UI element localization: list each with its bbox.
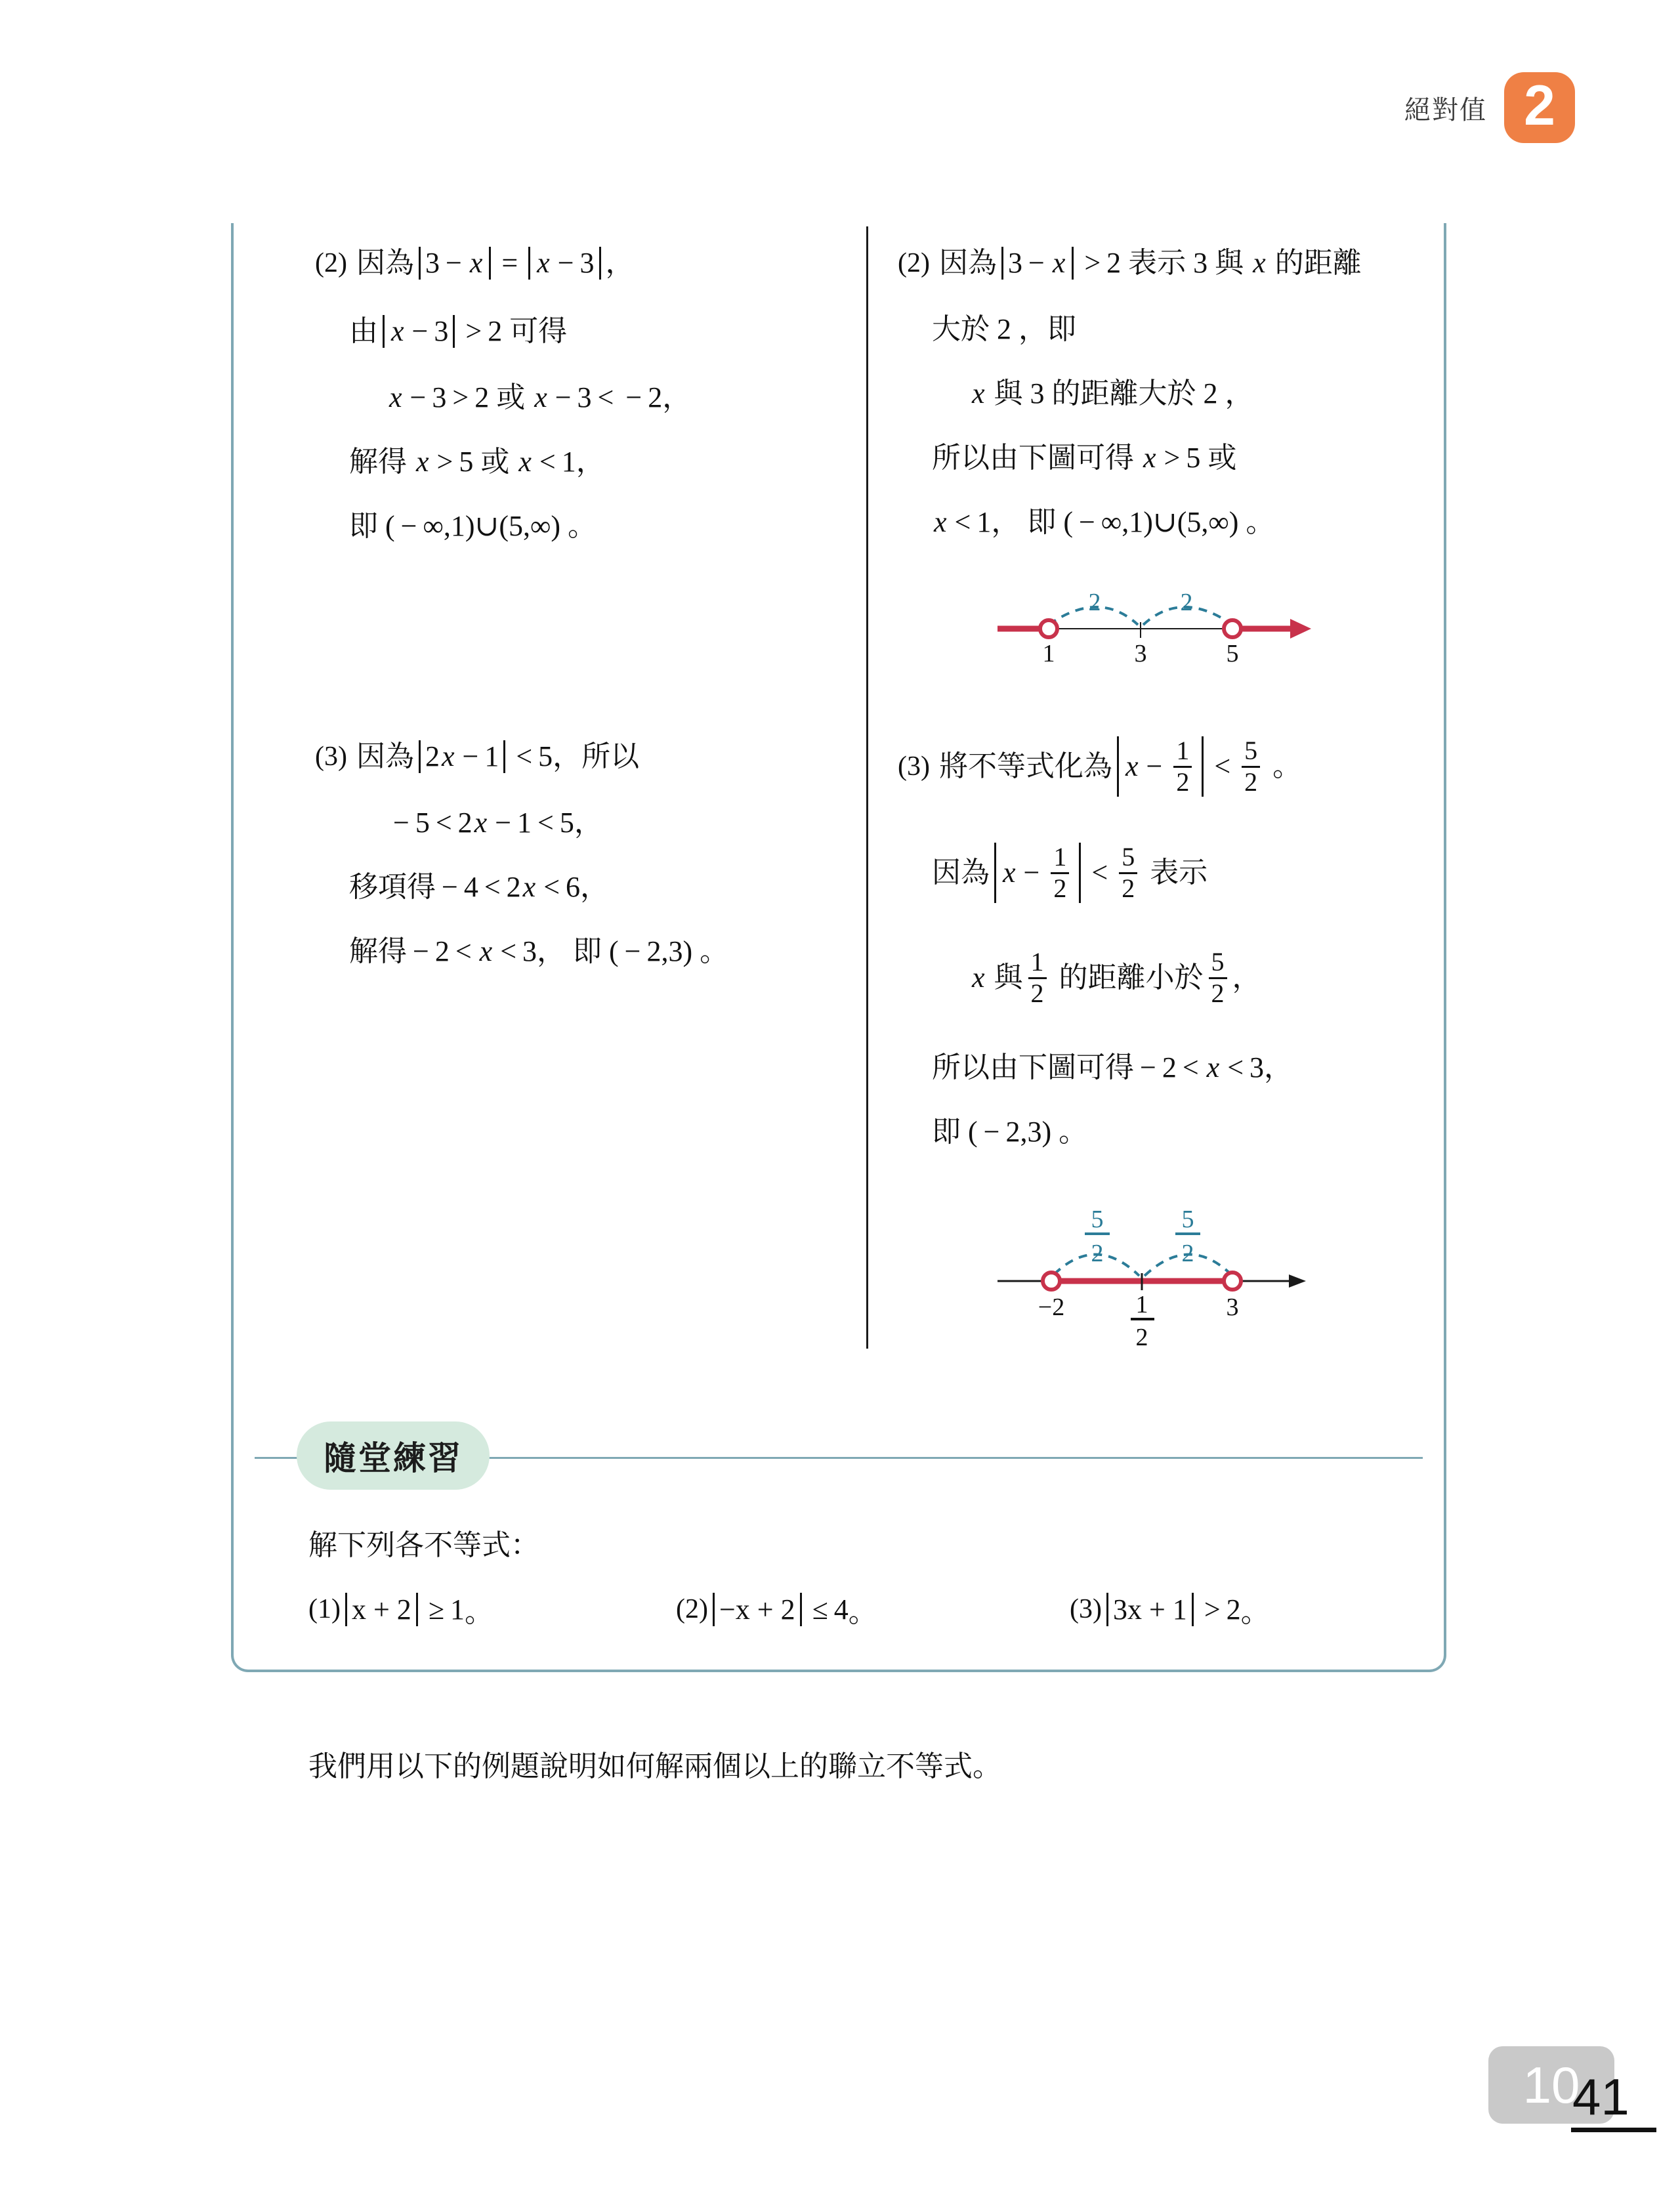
page-number-plate: 10: [1488, 2046, 1614, 2124]
static-text: 因為: [938, 247, 997, 279]
absolute-value-expr: x − $\frac{1}{2}$: [1112, 736, 1208, 797]
solution-column-right: [898, 247, 1416, 1182]
item-label: (3): [898, 751, 930, 782]
page-number-group: [1488, 2046, 1629, 2126]
static-text: 移項得: [349, 871, 436, 903]
practice-item-3: [1070, 1588, 1270, 1630]
svg-text:2: 2: [1091, 1240, 1104, 1267]
practice-section-label: 隨堂練習: [297, 1421, 490, 1490]
static-text: 或: [1200, 442, 1237, 474]
static-text: 所以由下圖可得: [932, 442, 1141, 474]
less-than-sign: <: [1091, 856, 1108, 889]
expression: −x + 2: [719, 1593, 795, 1626]
comma: ，: [662, 381, 692, 413]
full-stop: 。: [1240, 1596, 1270, 1628]
comma: ，: [605, 247, 635, 279]
item-label: (3): [1070, 1594, 1102, 1624]
expression: x + 2: [351, 1593, 411, 1626]
static-text: 因為: [932, 856, 990, 889]
less-than-sign: <: [1214, 750, 1231, 782]
static-text: 因為: [356, 740, 414, 772]
static-text: 或: [489, 381, 533, 413]
static-text: 可得: [502, 315, 568, 347]
static-text: 解得: [349, 446, 414, 478]
absolute-value-expr: x − 3: [524, 247, 605, 280]
page-number-folio: 41: [1572, 2068, 1629, 2126]
absolute-value-expr: 3 − x: [997, 247, 1078, 280]
full-stop: 。: [464, 1596, 494, 1628]
value: 2: [1226, 1593, 1241, 1626]
right-item2-line2: [898, 315, 1416, 344]
full-stop: 。: [1238, 506, 1275, 538]
closing-paragraph: 我們用以下的例題說明如何解兩個以上的聯立不等式。: [308, 1750, 1001, 1782]
comma: ，: [991, 506, 1020, 538]
value: 1: [450, 1593, 465, 1626]
absolute-value-expr: 3 − x: [414, 247, 495, 280]
full-stop: 。: [692, 935, 729, 967]
static-text: 與: [986, 961, 1023, 994]
greater-than-sign: >: [1084, 247, 1101, 279]
svg-text:−2: −2: [1038, 1294, 1065, 1321]
static-text: 與 3 的距離大於 2 ，: [986, 377, 1254, 410]
static-text: ，所以: [553, 740, 640, 772]
left-item2-line3: x − 3 > 2 或 x − 3 < − 2 ，: [389, 381, 692, 413]
static-text: 大於 2 ，即: [932, 313, 1076, 345]
comma: ，: [1264, 1051, 1293, 1083]
svg-text:2: 2: [1135, 1324, 1148, 1351]
comma: ，: [1232, 961, 1261, 994]
full-stop: 。: [560, 510, 597, 542]
right-item3-line1: [898, 736, 1416, 797]
right-item3-line3: x 與 $\frac{1}{2}$ 的距離小於 $\frac{5}{2}$ ，: [972, 947, 1261, 1008]
static-text: 解得: [349, 935, 407, 967]
static-text: 即: [1020, 506, 1064, 538]
comma: ，: [574, 807, 603, 839]
svg-text:2: 2: [1088, 589, 1101, 616]
fraction-five-halves: $\frac{5}{2}$: [1242, 738, 1260, 796]
page-header: [1404, 72, 1575, 143]
absolute-value-expr: [341, 1593, 423, 1626]
svg-text:3: 3: [1134, 640, 1147, 667]
left-item3-line2: − 5 < 2 x − 1 < 5 ，: [393, 807, 603, 839]
static-text: 的距離小於: [1051, 961, 1204, 994]
item-label: (2): [676, 1594, 708, 1624]
interval-notation: ( − 2,3): [968, 1115, 1052, 1148]
static-text: 的距離: [1267, 247, 1362, 279]
absolute-value-expr: [708, 1593, 807, 1626]
left-item3-line4: 解得 − 2 < x < 3 ， 即 ( − 2,3) 。: [349, 935, 729, 967]
static-text: 即: [932, 1115, 968, 1148]
relation-sign: ≤: [812, 1593, 828, 1626]
value: 4: [833, 1593, 849, 1626]
chapter-number-badge: 2: [1504, 72, 1575, 143]
equals-sign: =: [501, 247, 518, 279]
fraction-one-half: $\frac{1}{2}$: [1028, 949, 1047, 1007]
number-line-figure-1: [998, 584, 1312, 676]
interval-notation: ( − ∞,1)∪(5,∞): [1063, 506, 1239, 538]
svg-text:2: 2: [1181, 1240, 1194, 1267]
greater-than-sign: >: [465, 315, 482, 347]
absolute-value-expr: x − 3: [378, 315, 459, 348]
comma: ，: [537, 935, 566, 967]
svg-text:5: 5: [1181, 1206, 1194, 1233]
fraction-five-halves: $\frac{5}{2}$: [1119, 844, 1137, 902]
static-text: 由: [349, 315, 378, 347]
comma: ，: [576, 446, 605, 478]
static-text: 或: [473, 446, 517, 478]
interval-notation: ( − 2,3): [609, 935, 693, 967]
left-item2-line1: [315, 247, 840, 280]
item-label: (2): [898, 248, 930, 278]
practice-item-2: [676, 1588, 1070, 1630]
static-text: 所以由下圖可得: [932, 1051, 1134, 1083]
less-than-sign: <: [516, 740, 533, 772]
svg-text:2: 2: [1180, 589, 1193, 616]
fraction-one-half: $\frac{1}{2}$: [1051, 844, 1069, 902]
static-text: 將不等式化為: [938, 750, 1112, 782]
column-divider: [866, 226, 868, 1349]
left-item2-line5: [315, 512, 840, 541]
relation-sign: >: [1204, 1593, 1221, 1626]
relation-sign: ≥: [428, 1593, 444, 1626]
svg-text:3: 3: [1226, 1294, 1239, 1321]
svg-text:5: 5: [1226, 640, 1239, 667]
section-title: 絕對值: [1404, 95, 1487, 125]
solution-column-left: [315, 247, 840, 1001]
interval-notation: ( − ∞,1)∪(5,∞): [385, 510, 561, 542]
full-stop: 。: [848, 1596, 877, 1628]
right-item3-line4: 所以由下圖可得 − 2 < x < 3 ，: [932, 1051, 1293, 1083]
static-text: 表示 3 與: [1121, 247, 1251, 279]
item-label: (2): [315, 248, 347, 278]
static-text: 即: [566, 935, 610, 967]
absolute-value-expr: x − $\frac{1}{2}$: [990, 843, 1085, 903]
full-stop: 。: [1265, 750, 1302, 782]
left-item2-line4: 解得 x > 5 或 x < 1 ，: [349, 446, 605, 478]
static-text: 因為: [356, 247, 414, 279]
right-item3-line2: [898, 843, 1416, 903]
static-text: 表示: [1143, 856, 1208, 889]
practice-instruction: 解下列各不等式：: [308, 1529, 539, 1561]
svg-text:5: 5: [1091, 1206, 1104, 1233]
number-line-figure-2: [998, 1201, 1312, 1352]
static-text: 即: [349, 510, 385, 542]
absolute-value-expr: 2 x − 1: [414, 740, 510, 773]
right-item2-line3: x 與 3 的距離大於 2 ，: [972, 377, 1254, 410]
fraction-one-half: $\frac{1}{2}$: [1173, 738, 1192, 796]
practice-exercise-row: [308, 1588, 1385, 1630]
right-item2-line4: 所以由下圖可得 x > 5 或: [932, 442, 1237, 474]
left-item2-line2: 由 x − 3 > 2 可得: [349, 315, 568, 347]
right-item2-line1: (2) 因為 3 − x > 2 表示 3 與 x 的距離: [898, 247, 1362, 279]
left-item3-line3: 移項得 − 4 < 2 x < 6 ，: [349, 871, 610, 903]
svg-text:1: 1: [1042, 640, 1055, 667]
svg-text:1: 1: [1135, 1291, 1148, 1318]
page-number-underline: [1571, 2128, 1656, 2132]
right-item3-line5: [898, 1115, 1416, 1148]
left-item3-line1: (3) 因為 2 x − 1 < 5 ，所以: [315, 740, 640, 772]
practice-item-1: [308, 1588, 676, 1630]
item-label: (3): [315, 742, 347, 772]
comma: ，: [580, 871, 610, 903]
item-label: (1): [308, 1594, 341, 1624]
full-stop: 。: [1051, 1115, 1088, 1148]
right-item2-line5: x < 1 ， 即 ( − ∞,1)∪(5,∞) 。: [934, 506, 1275, 538]
absolute-value-expr: [1102, 1593, 1198, 1626]
expression: 3x + 1: [1112, 1593, 1187, 1626]
fraction-five-halves: $\frac{5}{2}$: [1209, 949, 1227, 1007]
